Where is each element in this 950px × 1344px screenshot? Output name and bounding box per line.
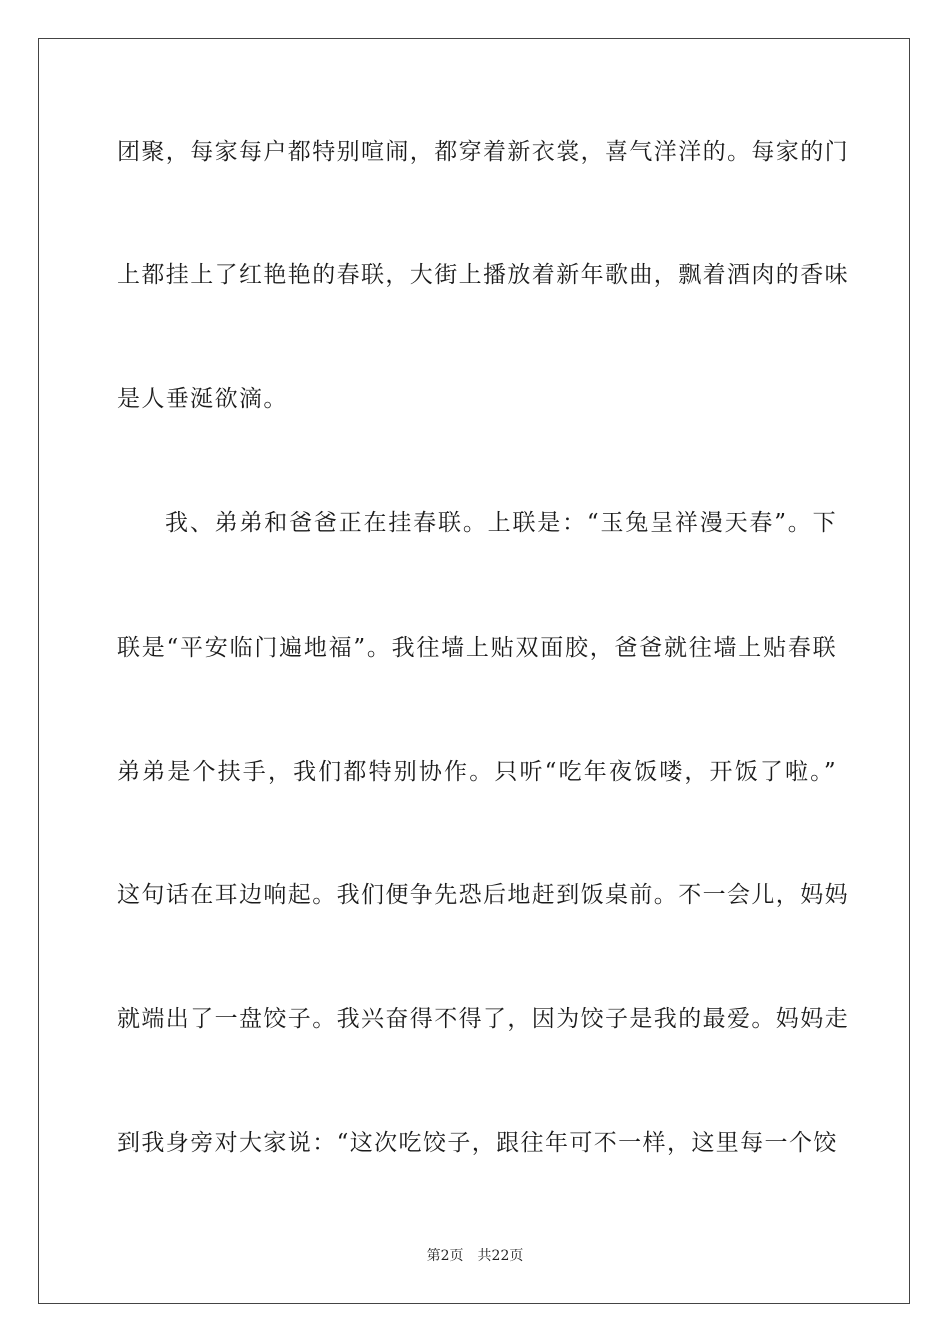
body-line-8: 就端出了一盘饺子。我兴奋得不得了，因为饺子是我的最爱。妈妈走	[117, 1006, 849, 1032]
body-line-1: 团聚，每家每户都特别喧闹，都穿着新衣裳，喜气洋洋的。每家的门	[117, 139, 849, 165]
page-footer	[0, 1246, 950, 1266]
body-line-3: 是人垂涎欲滴。	[117, 386, 288, 412]
body-line-4: 我、弟弟和爸爸正在挂春联。上联是：“玉兔呈祥漫天春”。下	[165, 510, 837, 536]
body-line-7: 这句话在耳边响起。我们便争先恐后地赶到饭桌前。不一会儿，妈妈	[117, 882, 849, 908]
body-line-5: 联是“平安临门遍地福”。我往墙上贴双面胶，爸爸就往墙上贴春联	[117, 635, 837, 661]
page-total: 共22页	[477, 1248, 524, 1264]
page-border	[38, 38, 910, 1304]
page-number: 第2页	[426, 1248, 464, 1264]
body-line-9: 到我身旁对大家说：“这次吃饺子，跟往年可不一样，这里每一个饺	[117, 1130, 838, 1156]
body-line-6: 弟弟是个扶手，我们都特别协作。只听“吃年夜饭喽，开饭了啦。”	[117, 759, 837, 785]
body-line-2: 上都挂上了红艳艳的春联，大街上播放着新年歌曲，飘着酒肉的香味	[117, 262, 849, 288]
